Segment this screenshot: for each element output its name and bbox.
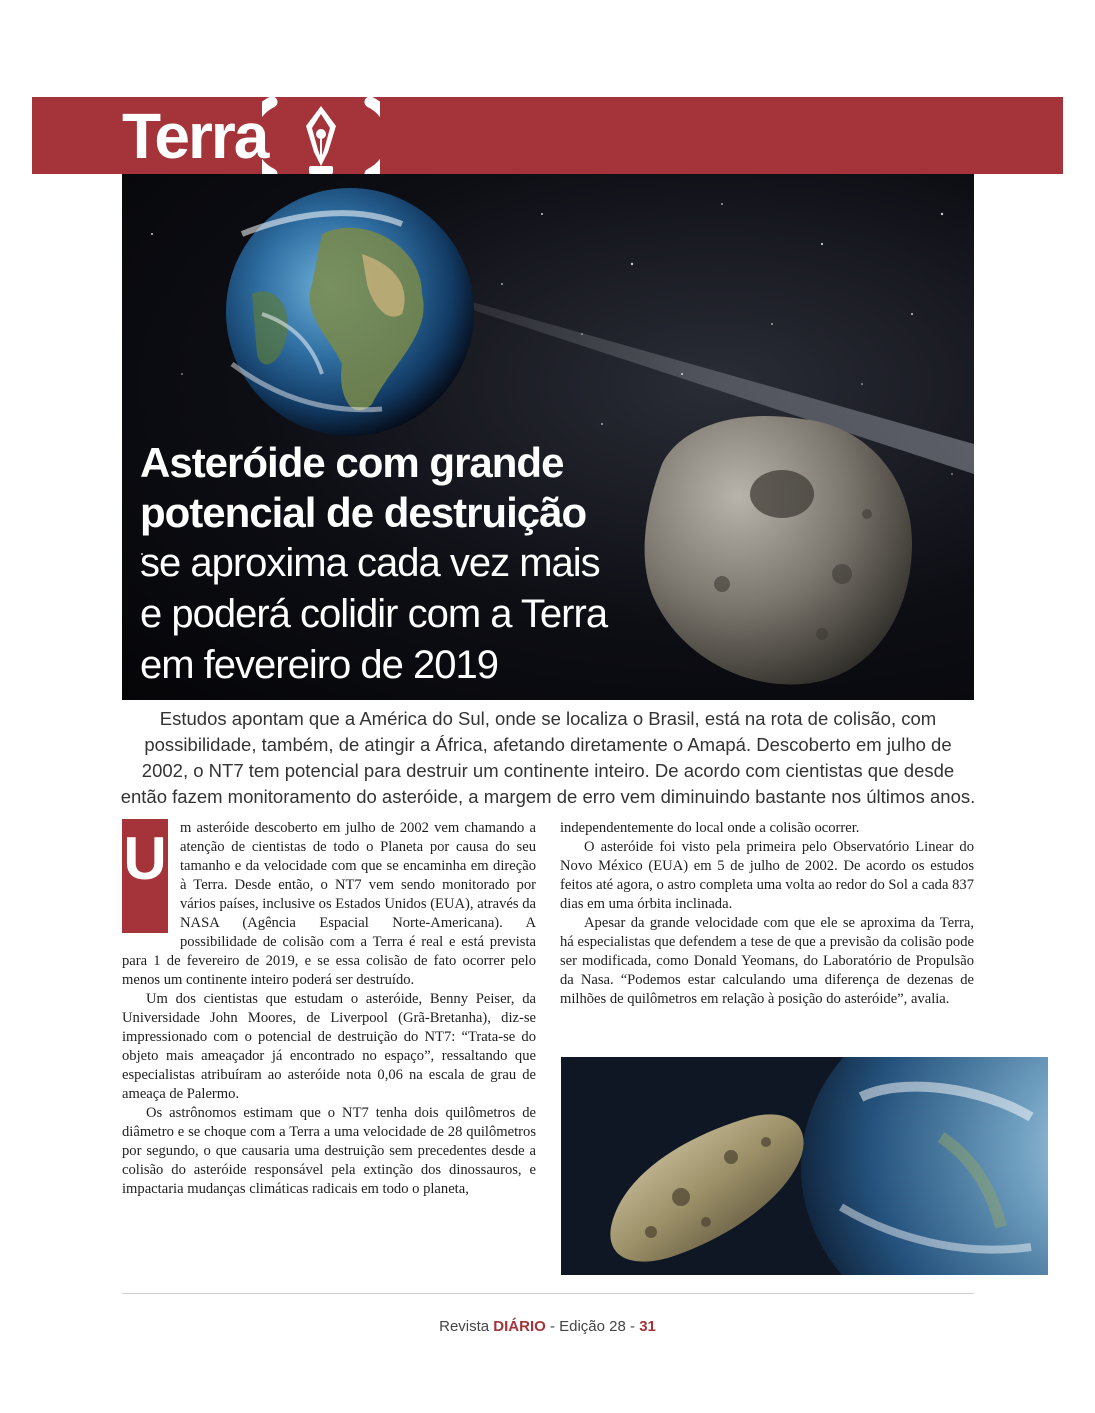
lead-paragraph: Estudos apontam que a América do Sul, onde se localiza o Brasil, está na rota de colisão, com possibilidade, também, de atingir a África, afetando diretamente o Amapá. Descoberto em julho de 2002, o NT7 tem potencial para destruir um continente inteiro. De acordo com cientistas que desde então fazem monitoramento do asteróide, a margem de erro vem diminuindo bastante nos últimos anos. [120,708,976,807]
earth-globe [226,188,474,436]
headline-line-1: Asteróide com grande [140,439,564,486]
headline-line-2: potencial de destruição [140,489,587,536]
article-paragraph: independentemente do local onde a colisão ocorrer. [560,820,860,836]
article-paragraph: O asteróide foi visto pela primeira pelo Observatório Linear do Novo México (EUA) em 5 de julho de 2002. De acordo os estudos feitos até agora, o astro completa uma volta ao redor do Sol a cada 837 dias em uma órbita inclinada. [560,839,974,912]
headline [140,438,660,691]
article-column-right [560,819,974,1009]
asteroid-near-earth-illustration [561,1057,1048,1275]
pen-nib-logo-icon [262,96,380,180]
article-paragraph: Os astrônomos estimam que o NT7 tenha dois quilômetros de diâmetro e se choque com a Terra a uma velocidade de 28 quilômetros por segundo, o que causaria uma destruição sem precedentes desde a colisão do asteróide responsável pela extinção dos dinossauros, e impactaria mudanças climáticas radicais em todo o planeta, [122,1105,536,1197]
footer-edition: - Edição 28 - [545,1318,640,1335]
footer-divider [122,1293,974,1294]
footer-prefix: Revista [439,1318,494,1335]
drop-cap: U [122,819,168,933]
article-paragraph: Um dos cientistas que estudam o asteróide, Benny Peiser, da Universidade John Moores, de Liverpool (Grã-Bretanha), diz-se impressionado com o potencial de destruição do NT7: “Trata-se do objeto mais ameaçador já encontrado no espaço”, ressaltando que especialistas atribuíram ao asteróide nota 0,06 na escala de grau de ameaça de Palermo. [122,991,536,1102]
footer-brand: DIÁRIO [493,1318,546,1335]
headline-line-4: e poderá colidir com a Terra [140,592,608,636]
article-paragraph: Apesar da grande velocidade com que ele se aproxima da Terra, há especialistas que defendem a tese de que a previsão da colisão pode ser modificada, como Donald Yeomans, do Laboratório de Propulsão da Nasa. “Podemos estar calculando uma diferença de dezenas de milhões de quilômetros em relação à posição do asteróide”, avalia. [560,915,974,1007]
page-footer [0,1318,1095,1335]
asteroid-approach-image [561,1057,1048,1275]
headline-line-3: se aproxima cada vez mais [140,541,600,585]
article-paragraph: m asteróide descoberto em julho de 2002 vem chamando a atenção de cientistas de todo o Planeta por causa do seu tamanho e da velocidade com que se encaminha em direção à Terra. Desde então, o NT7 vem sendo monitorado por vários países, inclusive os Estados Unidos (EUA), através da NASA (Agência Espacial Norte-Americana). A possibilidade de colisão com a Terra é real e está prevista para 1 de fevereiro de 2019, e se essa colisão de fato ocorrer pelo menos um continente inteiro poderá ser destruído. [122,820,536,988]
asteroid [645,416,912,684]
article-column-left [122,819,536,1199]
page-number: 31 [639,1318,656,1335]
headline-line-5: em fevereiro de 2019 [140,643,499,687]
section-title: Terra [122,100,268,172]
